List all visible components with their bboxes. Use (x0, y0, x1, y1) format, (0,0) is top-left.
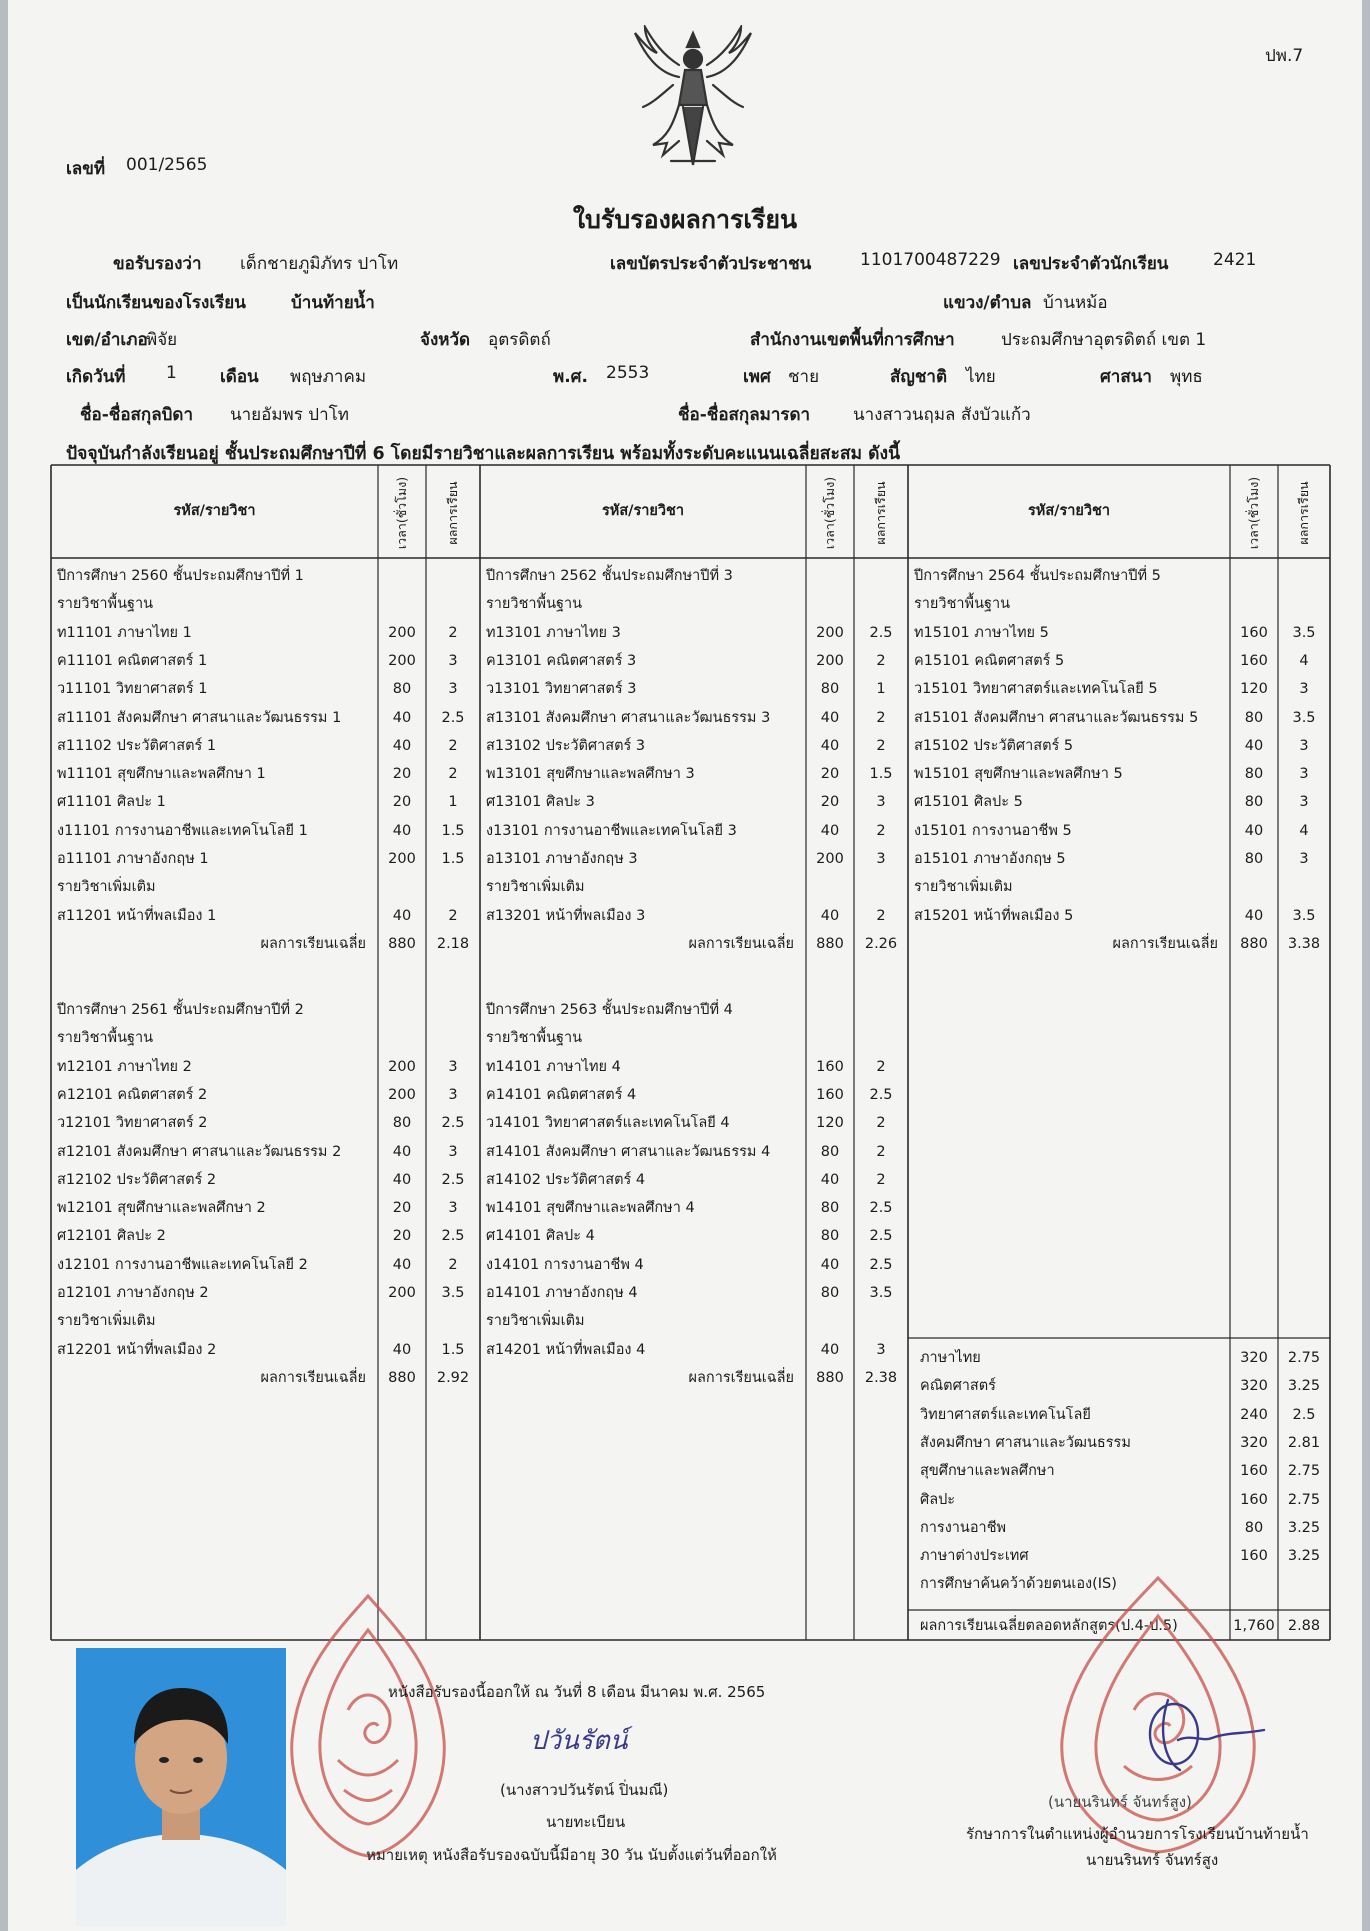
subject-grade: 2 (876, 1058, 886, 1075)
office-label: สำนักงานเขตพื้นที่การศึกษา (750, 330, 955, 350)
block-heading: ปีการศึกษา 2560 ชั้นประถมศึกษาปีที่ 1 (57, 568, 304, 584)
subject-name: พ14101 สุขศึกษาและพลศึกษา 4 (486, 1200, 695, 1217)
avg-grade: 2.38 (864, 1369, 898, 1386)
subject-grade: 2.5 (869, 1228, 893, 1245)
subject-name: ง11101 การงานอาชีพและเทคโนโลยี 1 (57, 822, 308, 839)
summary-hours: 320 (1240, 1350, 1268, 1366)
school-label: เป็นนักเรียนของโรงเรียน (66, 293, 246, 313)
subject-hours: 80 (392, 681, 412, 698)
subject-name: ท15101 ภาษาไทย 5 (914, 624, 1049, 641)
subject-hours: 80 (1244, 766, 1264, 783)
subject-grade: 3 (1299, 851, 1309, 867)
subject-grade: 3 (876, 794, 886, 811)
subject-grade: 2 (876, 822, 886, 839)
subject-grade: 3.5 (869, 1285, 893, 1301)
overall-hours: 1,760 (1233, 1618, 1275, 1634)
basic-label: รายวิชาพื้นฐาน (914, 596, 1011, 613)
subject-name: ว11101 วิทยาศาสตร์ 1 (57, 681, 208, 698)
summary-grade: 3.25 (1287, 1548, 1321, 1565)
block-heading: ปีการศึกษา 2562 ชั้นประถมศึกษาปีที่ 3 (486, 568, 733, 584)
subject-name: ส12201 หน้าที่พลเมือง 2 (57, 1341, 217, 1358)
header-grade: ผลการเรียน (1296, 481, 1311, 545)
sex: ชาย (788, 367, 820, 387)
validity-note: หมายเหตุ หนังสือรับรองฉบับนี้มีอายุ 30 วัน นับตั้งแต่วันที่ออกให้ (366, 1846, 777, 1864)
subject-hours: 200 (388, 851, 416, 867)
subject-grade: 3 (876, 851, 886, 867)
subject-hours: 80 (1244, 709, 1264, 726)
subject-name: พ11101 สุขศึกษาและพลศึกษา 1 (57, 766, 266, 783)
subject-grade: 2.5 (441, 709, 465, 726)
subject-hours: 40 (392, 822, 412, 839)
issued-date: หนังสือรับรองนี้ออกให้ ณ วันที่ 8 เดือน มีนาคม พ.ศ. 2565 (388, 1683, 766, 1701)
province: อุตรดิตถ์ (488, 330, 551, 350)
father-label: ชื่อ-ชื่อสกุลบิดา (80, 405, 194, 425)
subject-name: ง15101 การงานอาชีพ 5 (914, 822, 1072, 839)
subject-name: ศ14101 ศิลปะ 4 (486, 1228, 595, 1245)
subject-name: ค14101 คณิตศาสตร์ 4 (486, 1086, 637, 1103)
avg-label: ผลการเรียนเฉลี่ย (260, 1369, 366, 1386)
total-hours: 880 (388, 935, 416, 952)
header-hours: เวลา(ชั่วโมง) (1246, 476, 1261, 550)
student-name: เด็กชายภูมิภัทร ปาโท (240, 254, 399, 274)
subject-grade: 3 (448, 681, 458, 698)
subject-grade: 2 (448, 766, 458, 783)
subject-grade: 3.5 (441, 1285, 465, 1301)
subject-name: ศ11101 ศิลปะ 1 (57, 794, 166, 811)
school: บ้านท้ายน้ำ (291, 293, 375, 313)
summary-subject: ภาษาไทย (920, 1350, 981, 1366)
subject-name: ส11101 สังคมศึกษา ศาสนาและวัฒนธรรม 1 (57, 709, 342, 726)
subject-name: ค13101 คณิตศาสตร์ 3 (486, 652, 637, 669)
school-seal-stamp-left (278, 1590, 458, 1870)
certificate-page (8, 0, 1362, 1931)
subject-hours: 20 (392, 1228, 412, 1245)
summary-grade: 2.5 (1292, 1406, 1316, 1423)
subject-hours: 40 (820, 709, 840, 726)
subject-grade: 3 (1299, 681, 1309, 698)
header-hours: เวลา(ชั่วโมง) (822, 476, 837, 550)
director-title: รักษาการในตำแหน่งผู้อำนวยการโรงเรียนบ้านท้ายน้ำ (966, 1825, 1309, 1843)
father: นายอัมพร ปาโท (230, 405, 349, 425)
summary-hours: 320 (1240, 1434, 1268, 1451)
basic-label: รายวิชาพื้นฐาน (57, 1030, 154, 1047)
month: พฤษภาคม (290, 367, 367, 387)
subject-name: ว15101 วิทยาศาสตร์และเทคโนโลยี 5 (914, 681, 1158, 698)
religion: พุทธ (1170, 367, 1203, 387)
subject-name: ค15101 คณิตศาสตร์ 5 (914, 652, 1065, 669)
year-label: พ.ศ. (553, 367, 588, 387)
subject-name: ง12101 การงานอาชีพและเทคโนโลยี 2 (57, 1256, 308, 1273)
mother: นางสาวนฤมล สังบัวแก้ว (853, 405, 1031, 425)
student-photo (76, 1648, 286, 1926)
nationality: ไทย (966, 367, 996, 387)
subject-hours: 20 (820, 766, 840, 783)
subject-hours: 40 (392, 1171, 412, 1188)
extra-label: รายวิชาเพิ่มเติม (486, 1313, 585, 1330)
subject-name: ส13201 หน้าที่พลเมือง 3 (486, 907, 646, 924)
summary-hours: 80 (1244, 1519, 1264, 1536)
subject-grade: 3 (448, 1200, 458, 1217)
document-title: ใบรับรองผลการเรียน (572, 205, 798, 234)
total-hours: 880 (388, 1369, 416, 1386)
subject-name: ส14201 หน้าที่พลเมือง 4 (486, 1341, 646, 1358)
subject-name: ศ15101 ศิลปะ 5 (914, 794, 1023, 811)
subject-hours: 40 (820, 1171, 840, 1188)
subject-grade: 3 (448, 652, 458, 669)
header-subject: รหัส/รายวิชา (1027, 503, 1111, 519)
summary-subject: ภาษาต่างประเทศ (920, 1548, 1029, 1565)
summary-subject: สังคมศึกษา ศาสนาและวัฒนธรรม (920, 1434, 1131, 1451)
basic-label: รายวิชาพื้นฐาน (486, 596, 583, 613)
id-card: 1101700487229 (860, 250, 1001, 270)
subject-grade: 2 (876, 652, 886, 669)
subject-grade: 2.5 (441, 1115, 465, 1132)
subject-name: ท14101 ภาษาไทย 4 (486, 1058, 621, 1075)
extra-label: รายวิชาเพิ่มเติม (57, 879, 156, 896)
total-hours: 880 (1240, 935, 1268, 952)
subject-hours: 80 (392, 1115, 412, 1132)
subject-grade: 1 (876, 681, 886, 698)
subject-name: พ12101 สุขศึกษาและพลศึกษา 2 (57, 1200, 266, 1217)
subject-name: ศ13101 ศิลปะ 3 (486, 794, 595, 811)
subject-hours: 40 (820, 907, 840, 924)
id-card-label: เลขบัตรประจำตัวประชาชน (610, 254, 812, 274)
subject-name: พ15101 สุขศึกษาและพลศึกษา 5 (914, 766, 1123, 783)
subject-grade: 2 (448, 907, 458, 924)
subject-hours: 40 (1244, 822, 1264, 839)
subject-hours: 80 (820, 1200, 840, 1217)
avg-grade: 2.26 (864, 935, 898, 952)
summary-grade: 2.81 (1287, 1434, 1321, 1451)
subject-hours: 200 (388, 1086, 416, 1103)
subject-grade: 2 (448, 737, 458, 754)
subject-name: ส12101 สังคมศึกษา ศาสนาและวัฒนธรรม 2 (57, 1143, 342, 1160)
subject-hours: 40 (392, 1341, 412, 1358)
subject-name: อ12101 ภาษาอังกฤษ 2 (57, 1285, 209, 1301)
religion-label: ศาสนา (1100, 367, 1152, 387)
subject-name: ส15101 สังคมศึกษา ศาสนาและวัฒนธรรม 5 (914, 709, 1199, 726)
subject-grade: 3 (448, 1143, 458, 1160)
summary-subject: คณิตศาสตร์ (920, 1378, 996, 1395)
subject-grade: 3 (448, 1086, 458, 1103)
subject-hours: 40 (392, 737, 412, 754)
summary-subject: การศึกษาค้นคว้าด้วยตนเอง(IS) (920, 1576, 1117, 1593)
subject-grade: 2.5 (441, 1171, 465, 1188)
subject-hours: 200 (388, 1285, 416, 1301)
student-id: 2421 (1213, 250, 1257, 270)
subject-grade: 3.5 (1292, 709, 1316, 726)
summary-hours: 320 (1240, 1378, 1268, 1395)
subject-grade: 2 (876, 907, 886, 924)
summary-hours: 160 (1240, 1463, 1268, 1480)
subject-hours: 160 (816, 1086, 844, 1103)
month-label: เดือน (220, 367, 259, 387)
subject-grade: 3 (876, 1341, 886, 1358)
subject-grade: 2 (448, 1256, 458, 1273)
subject-name: ท11101 ภาษาไทย 1 (57, 624, 192, 641)
subject-name: ศ12101 ศิลปะ 2 (57, 1228, 166, 1245)
avg-label: ผลการเรียนเฉลี่ย (260, 935, 366, 952)
subject-hours: 20 (392, 1200, 412, 1217)
subdistrict-label: แขวง/ตำบล (943, 293, 1032, 313)
subject-hours: 120 (816, 1115, 844, 1132)
subject-grade: 2 (876, 709, 886, 726)
summary-grade: 2.75 (1287, 1491, 1321, 1508)
subject-hours: 200 (816, 624, 844, 641)
subject-grade: 4 (1299, 652, 1309, 669)
header-grade: ผลการเรียน (873, 481, 888, 545)
summary-hours: 160 (1240, 1491, 1268, 1508)
subject-hours: 40 (820, 1341, 840, 1358)
subject-name: ง13101 การงานอาชีพและเทคโนโลยี 3 (486, 822, 737, 839)
header-subject: รหัส/รายวิชา (173, 503, 256, 519)
subject-hours: 160 (1240, 624, 1268, 641)
summary-subject: สุขศึกษาและพลศึกษา (920, 1463, 1055, 1480)
subject-grade: 1.5 (869, 766, 893, 783)
subject-grade: 2 (876, 1171, 886, 1188)
subject-grade: 3 (1299, 737, 1309, 754)
summary-subject: การงานอาชีพ (920, 1519, 1007, 1536)
subject-hours: 20 (820, 794, 840, 811)
subject-grade: 3 (1299, 766, 1309, 783)
subject-hours: 80 (820, 681, 840, 698)
form-code: ปพ.7 (1265, 46, 1304, 66)
subject-name: ส13101 สังคมศึกษา ศาสนาและวัฒนธรรม 3 (486, 709, 771, 726)
subject-hours: 40 (392, 709, 412, 726)
subject-hours: 200 (388, 652, 416, 669)
subject-hours: 200 (388, 1058, 416, 1075)
extra-label: รายวิชาเพิ่มเติม (486, 879, 585, 896)
subject-name: ส12102 ประวัติศาสตร์ 2 (57, 1171, 217, 1188)
avg-label: ผลการเรียนเฉลี่ย (688, 935, 794, 952)
subject-hours: 80 (820, 1285, 840, 1301)
subject-name: พ13101 สุขศึกษาและพลศึกษา 3 (486, 766, 695, 783)
province-label: จังหวัด (420, 330, 471, 350)
doc-number-label: เลขที่ (66, 159, 106, 179)
header-hours: เวลา(ชั่วโมง) (394, 476, 409, 550)
subject-hours: 40 (820, 1256, 840, 1273)
subject-name: อ15101 ภาษาอังกฤษ 5 (914, 851, 1066, 867)
subject-hours: 40 (1244, 737, 1264, 754)
summary-grade: 2.75 (1287, 1350, 1321, 1366)
registrar-name: (นางสาวปวันรัตน์ ปิ่นมณี) (500, 1781, 669, 1799)
subject-hours: 160 (816, 1058, 844, 1075)
doc-number: 001/2565 (126, 155, 208, 175)
subject-hours: 40 (392, 907, 412, 924)
subject-hours: 200 (388, 624, 416, 641)
born-day-label: เกิดวันที่ (66, 367, 126, 387)
subject-hours: 40 (820, 737, 840, 754)
subject-grade: 2 (876, 1143, 886, 1160)
subject-grade: 3.5 (1292, 907, 1316, 924)
subject-grade: 2 (448, 624, 458, 641)
subject-name: อ13101 ภาษาอังกฤษ 3 (486, 851, 638, 867)
subject-hours: 120 (1240, 681, 1268, 698)
district-label: เขต/อำเภอ (66, 330, 148, 350)
extra-label: รายวิชาเพิ่มเติม (914, 879, 1013, 896)
total-hours: 880 (816, 1369, 844, 1386)
subject-name: ท13101 ภาษาไทย 3 (486, 624, 621, 641)
subject-grade: 2.5 (869, 1256, 893, 1273)
subject-grade: 2.5 (441, 1228, 465, 1245)
summary-subject: ศิลปะ (920, 1491, 956, 1508)
sex-label: เพศ (743, 367, 771, 387)
director-name-print: นายนรินทร์ จันทร์สูง (1086, 1851, 1219, 1869)
subject-grade: 1.5 (441, 822, 465, 839)
block-heading: ปีการศึกษา 2564 ชั้นประถมศึกษาปีที่ 5 (914, 568, 1161, 584)
summary-subject: วิทยาศาสตร์และเทคโนโลยี (920, 1406, 1091, 1423)
subject-grade: 2.5 (869, 1086, 893, 1103)
subject-name: ว14101 วิทยาศาสตร์และเทคโนโลยี 4 (486, 1115, 730, 1132)
director-signature-mark (1128, 1690, 1268, 1780)
subject-name: ส11102 ประวัติศาสตร์ 1 (57, 737, 217, 754)
registrar-title: นายทะเบียน (546, 1813, 626, 1831)
subject-hours: 40 (392, 1256, 412, 1273)
avg-grade: 2.18 (436, 935, 470, 952)
subject-hours: 80 (820, 1143, 840, 1160)
subject-hours: 40 (820, 822, 840, 839)
subject-name: ว13101 วิทยาศาสตร์ 3 (486, 681, 637, 698)
subject-grade: 1.5 (441, 851, 465, 867)
subject-name: อ11101 ภาษาอังกฤษ 1 (57, 851, 209, 867)
overall-avg: 2.88 (1287, 1618, 1321, 1634)
nationality-label: สัญชาติ (890, 367, 947, 387)
subject-grade: 4 (1299, 822, 1309, 839)
student-portrait-image (76, 1648, 286, 1926)
subject-name: ค11101 คณิตศาสตร์ 1 (57, 652, 208, 669)
subdistrict: บ้านหม้อ (1043, 293, 1108, 313)
subject-grade: 1.5 (441, 1341, 465, 1358)
registrar-signature: ปวันรัตน์ (530, 1726, 628, 1756)
subject-grade: 2.5 (869, 624, 893, 641)
subject-name: ส13102 ประวัติศาสตร์ 3 (486, 737, 646, 754)
subject-name: ง14101 การงานอาชีพ 4 (486, 1256, 644, 1273)
subject-hours: 40 (392, 1143, 412, 1160)
summary-grade: 3.25 (1287, 1378, 1321, 1395)
extra-label: รายวิชาเพิ่มเติม (57, 1313, 156, 1330)
basic-label: รายวิชาพื้นฐาน (486, 1030, 583, 1047)
subject-name: ค12101 คณิตศาสตร์ 2 (57, 1086, 208, 1103)
subject-name: ส15102 ประวัติศาสตร์ 5 (914, 737, 1074, 754)
office: ประถมศึกษาอุตรดิตถ์ เขต 1 (1001, 330, 1207, 350)
avg-grade: 2.92 (436, 1369, 470, 1386)
subject-hours: 160 (1240, 652, 1268, 669)
overall-label: ผลการเรียนเฉลี่ยตลอดหลักสูตร(ป.4-ป.5) (920, 1618, 1178, 1634)
avg-grade: 3.38 (1287, 935, 1321, 952)
subject-hours: 200 (816, 652, 844, 669)
born-day: 1 (166, 363, 177, 383)
district: พิจัย (146, 330, 178, 350)
subject-name: ว12101 วิทยาศาสตร์ 2 (57, 1115, 208, 1132)
summary-hours: 240 (1240, 1406, 1268, 1423)
subject-grade: 3.5 (1292, 624, 1316, 641)
subject-name: อ14101 ภาษาอังกฤษ 4 (486, 1285, 638, 1301)
mother-label: ชื่อ-ชื่อสกุลมารดา (678, 405, 811, 425)
header-grade: ผลการเรียน (445, 481, 460, 545)
subject-name: ส11201 หน้าที่พลเมือง 1 (57, 907, 217, 924)
avg-label: ผลการเรียนเฉลี่ย (1112, 935, 1218, 952)
current-status: ปัจจุบันกำลังเรียนอยู่ ชั้นประถมศึกษาปีที่ 6 โดยมีรายวิชาและผลการเรียน พร้อมทั้งระดับคะแนนเฉลี่ยสะสม ดังนี้ (66, 444, 901, 464)
subject-hours: 200 (816, 851, 844, 867)
subject-hours: 20 (392, 766, 412, 783)
avg-label: ผลการเรียนเฉลี่ย (688, 1369, 794, 1386)
certify-label: ขอรับรองว่า (113, 254, 202, 274)
subject-name: ท12101 ภาษาไทย 2 (57, 1058, 192, 1075)
block-heading: ปีการศึกษา 2563 ชั้นประถมศึกษาปีที่ 4 (486, 1002, 733, 1018)
subject-hours: 80 (1244, 851, 1264, 867)
subject-name: ส15201 หน้าที่พลเมือง 5 (914, 907, 1074, 924)
summary-hours: 160 (1240, 1548, 1268, 1565)
subject-hours: 40 (1244, 907, 1264, 924)
header-subject: รหัส/รายวิชา (601, 503, 685, 519)
subject-grade: 3 (448, 1058, 458, 1075)
subject-name: ส14102 ประวัติศาสตร์ 4 (486, 1171, 646, 1188)
subject-name: ส14101 สังคมศึกษา ศาสนาและวัฒนธรรม 4 (486, 1143, 771, 1160)
subject-hours: 20 (392, 794, 412, 811)
subject-grade: 2.5 (869, 1200, 893, 1217)
subject-hours: 80 (1244, 794, 1264, 811)
subject-hours: 80 (820, 1228, 840, 1245)
summary-grade: 2.75 (1287, 1463, 1321, 1480)
subject-grade: 2 (876, 1115, 886, 1132)
basic-label: รายวิชาพื้นฐาน (57, 596, 154, 613)
subject-grade: 1 (448, 794, 458, 811)
student-id-label: เลขประจำตัวนักเรียน (1013, 254, 1169, 274)
director-name: (นายนรินทร์ จันทร์สูง) (1048, 1793, 1192, 1811)
year: 2553 (606, 363, 650, 383)
subject-grade: 3 (1299, 794, 1309, 811)
total-hours: 880 (816, 935, 844, 952)
subject-grade: 2 (876, 737, 886, 754)
summary-grade: 3.25 (1287, 1519, 1321, 1536)
block-heading: ปีการศึกษา 2561 ชั้นประถมศึกษาปีที่ 2 (57, 1002, 304, 1018)
